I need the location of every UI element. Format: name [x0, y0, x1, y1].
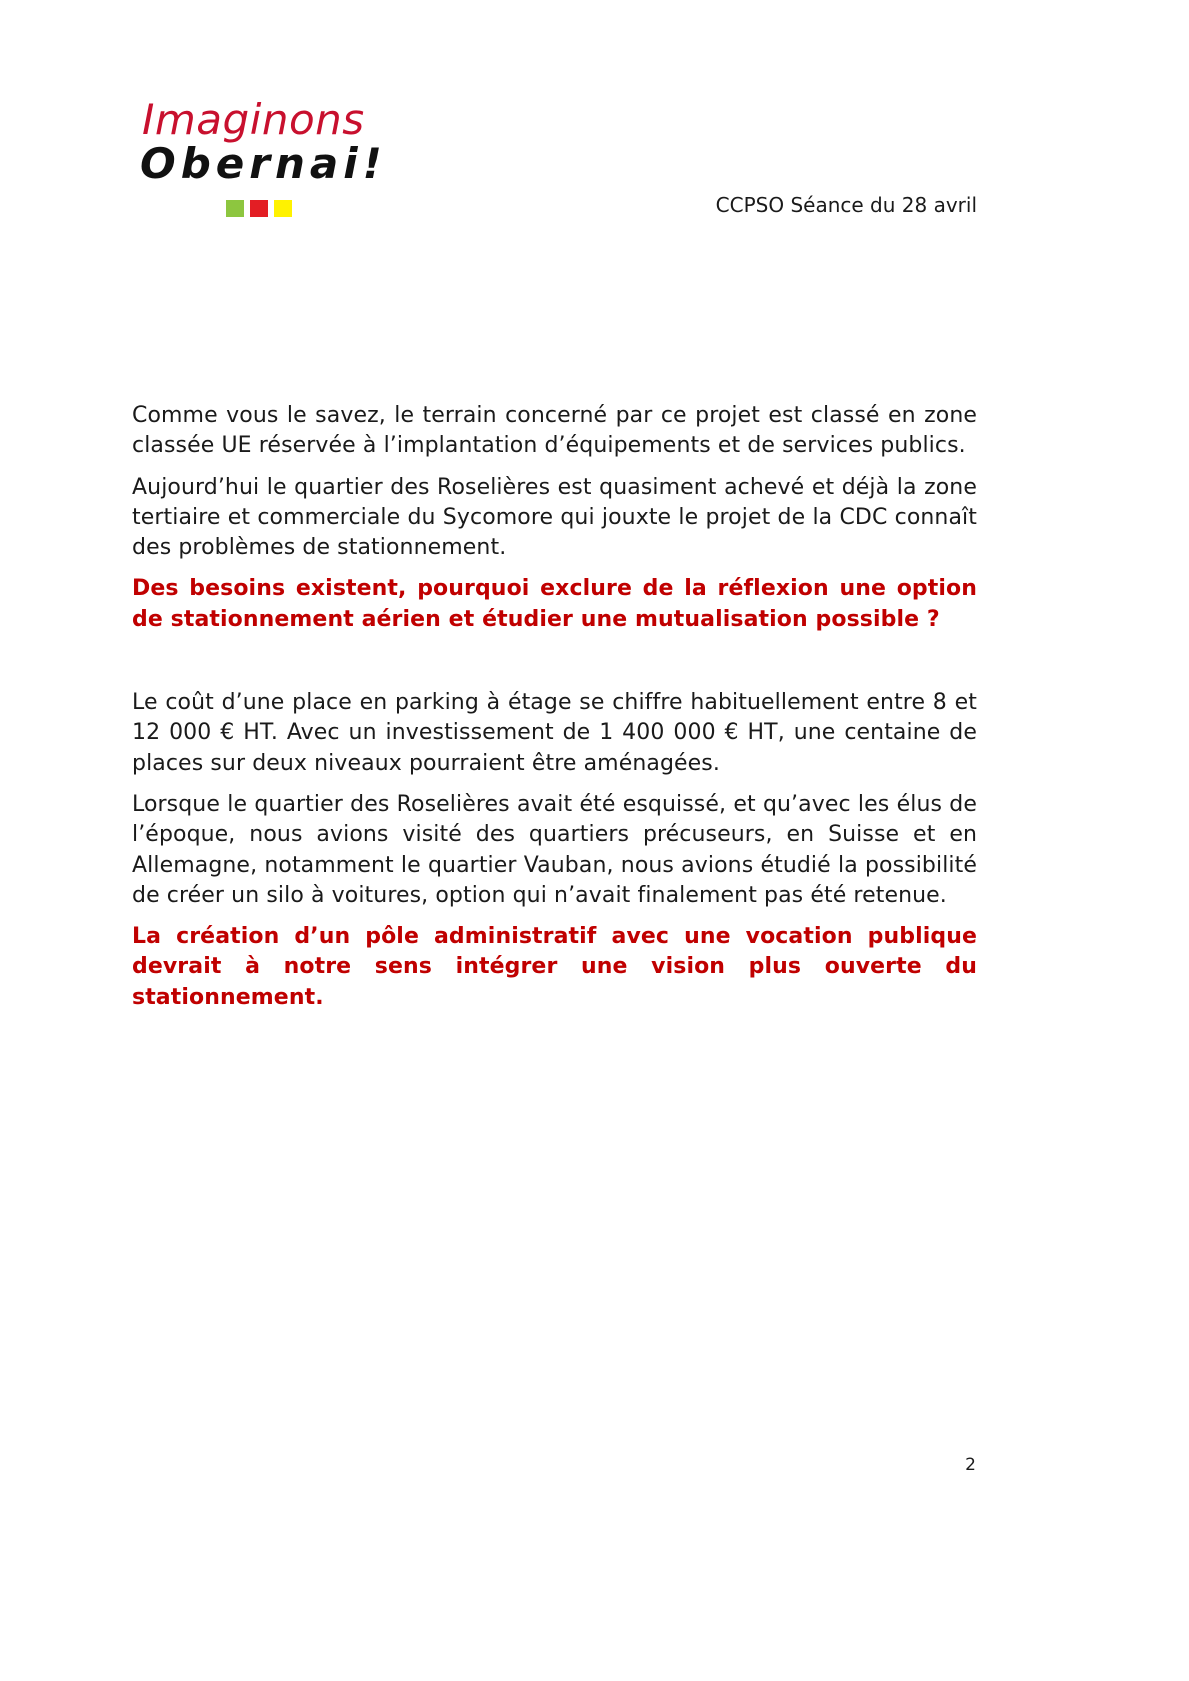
paragraph-roselieres: Aujourd’hui le quartier des Roselières est quasiment achevé et déjà la zone tertiaire et commerciale du Sycomore qui jouxte le projet de la CDC connaît des problèmes de stationnement.: [132, 474, 977, 561]
green-square: [226, 200, 244, 217]
yellow-square: [274, 200, 292, 217]
meeting-header: CCPSO Séance du 28 avril: [715, 193, 977, 217]
logo: [138, 96, 398, 226]
logo-color-squares: [226, 200, 292, 217]
paragraph-history: Lorsque le quartier des Roselières avait été esquissé, et qu’avec les élus de l’époque, nous avions visité des quartiers précuseurs, en Suisse et en Allemagne, notamment le quartier Vauban, nous avions étudié la possibilité de créer un silo à voitures, option qui n’avait finalement pas été retenue.: [132, 791, 977, 908]
highlight-needs-question: Des besoins existent, pourquoi exclure de la réflexion une option de stationnement aérien et étudier une mutualisation possible ?: [132, 576, 977, 632]
paragraph-zoning: Comme vous le savez, le terrain concerné par ce projet est classé en zone classée UE réservée à l’implantation d’équipements et de services publics.: [132, 403, 977, 459]
highlight-conclusion: La création d’un pôle administratif avec une vocation publique devrait à notre sens intégrer une vision plus ouverte du stationnement.: [132, 924, 977, 1010]
red-square: [250, 200, 268, 217]
document-body: [132, 401, 977, 1024]
paragraph-parking-cost: Le coût d’une place en parking à étage se chiffre habituellement entre 8 et 12 000 € HT. Avec un investissement de 1 400 000 € HT, une centaine de places sur deux niveaux pourraient être aménagées.: [132, 690, 977, 776]
logo-text-imaginons: Imaginons: [142, 95, 365, 144]
logo-text-obernai: Obernai!: [140, 139, 387, 188]
page-number: 2: [965, 1455, 976, 1475]
